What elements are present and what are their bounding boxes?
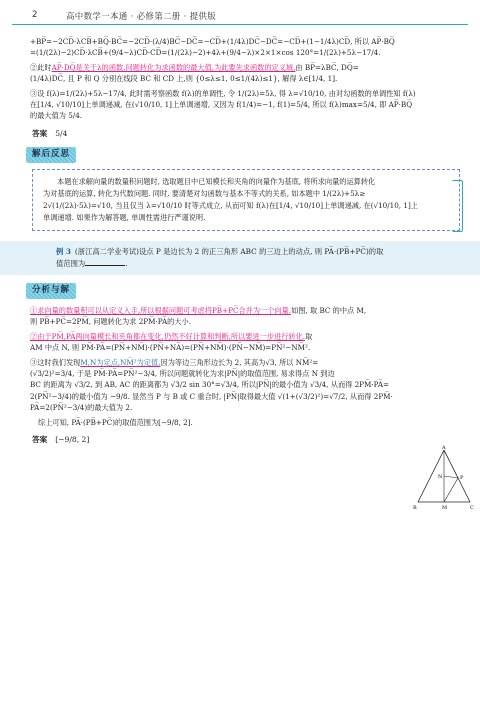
label-a: A [442, 445, 446, 451]
step2-lead: ②此时 [30, 62, 52, 72]
reflection-line-1: 本题在求解向量的数量积问题时, 选取题目中已知模长和夹角的向量作为基底, 将所求向量的运算转化 [57, 176, 376, 186]
label-n: N [438, 474, 443, 480]
solution-step-2 [30, 62, 462, 73]
analysis-p2-line-2: AM 中点 N, 则 PM̅·PA̅=(PN̅+NM̅)·(PN̅+NA̅)=(PN̅+NM̅)·(PN̅−NM̅)=PN̅²−NM̅². [30, 343, 311, 353]
solution-step-3-line-1: ③设 f(λ)=1/(2λ)+5λ−17/4, 此时需考察函数 f(λ)的单调性, 令 1/(2λ)=5λ, 得 λ=√10/10, 由对勾函数的单调性知 f(λ) [30, 88, 416, 98]
analysis-p3-tail: 因为等边三角形边长为 2, 其高为√3, 所以 NM̅²= [160, 357, 319, 367]
analysis-p3-line-2: (√3/2)²=3/4, 于是 PM̅·PA̅=PN̅²−3/4, 所以问题就转化为求|PN̅|的取值范围, 易求得点 N 到边 [30, 368, 335, 378]
answer-value: 5/4 [55, 128, 68, 138]
reflection-line-3: 2√(1/(2λ)·5λ)=√10, 当且仅当 λ=√10/10 时等式成立, 从而可知 f(λ)在[1/4, √10/10]上单调递减, 在(√10/10, 1]上 [43, 201, 418, 211]
analysis-p3-line-3: BC 的距离为 √3/2, 到 AB, AC 的距离都为 √3/2 sin 30°=√3/4, 所以|PN̅|的最小值为 √3/4, 从而得 2PM̅·PA̅= [30, 380, 390, 390]
solution-step-3-line-2: 在[1/4, √10/10]上单调递减, 在(√10/10, 1]上单调递增, 又因为 f(1/4)=−1, f(1)=5/4, 所以 f(λ)max=5/4, 即 AP̅·BQ̅ [30, 100, 413, 110]
label-c: C [470, 505, 474, 511]
answer-2 [32, 434, 462, 445]
step2-highlight: AP̅·DQ̅是关于λ的函数,问题转化为求函数的最大值,为此要先求函数的定义域, [51, 62, 296, 72]
analysis-tag: 分析与解 [26, 283, 76, 298]
answer-value: [−9/8, 2] [55, 434, 90, 444]
example-text: (浙江高二学业考试)设点 P 是边长为 2 的正三角形 ABC 的三边上的动点, 则 PA̅·(PB̅+PC̅)的取 [74, 247, 384, 257]
reflection-line-4: 单调递增. 如果作为解答题, 单调性需进行严谨说明. [43, 213, 206, 223]
analysis-p3-line-4: 2(PN̅²−3/4)的最小值为 −9/8. 显然当 P 与 B 或 C 重合时, |PN̅|取得最大值 √(1+(√3/2)²)=√7/2, 从而得 2PM̅· [30, 391, 393, 401]
analysis-p2 [30, 331, 408, 342]
answer-label: 答案 [32, 128, 48, 138]
label-b: B [413, 505, 417, 511]
analysis-p3 [30, 357, 400, 368]
analysis-p3-highlight: M,N为定点,NM̅²为定值, [80, 357, 161, 367]
solution-line-2: =(1/(2λ)−2)CD̅·λCB̅+(9/4−λ)CD̅·CD̅=(1/(2λ)−2)+4λ+(9/4−λ)×2×1×cos 120°=1/(2λ)+5λ−17/4. [30, 48, 381, 58]
box-bracket-decoration [452, 180, 463, 232]
reflection-box [32, 169, 460, 232]
page-content [30, 36, 462, 451]
label-p: P [460, 475, 464, 481]
solution-step-3-line-3: 的最大值为 5/4. [30, 111, 83, 121]
book-title: 高中数学一本通 · 必修第二册 · 提供版 [66, 12, 217, 22]
analysis-p1-tail: 如图, 取 BC 的中点 M, [291, 305, 367, 315]
analysis-p2-tail: 取 [305, 331, 313, 341]
example-line-1 [56, 246, 462, 258]
answer-1 [32, 128, 462, 139]
analysis-p1-line-2: 则 PB̅+PC̅=2PM̅, 问题转化为求 2PM̅·PA̅的大小. [30, 317, 191, 327]
triangle-figure [412, 444, 476, 514]
solution-step-2-line-2: (1/4λ)DC̅, 且 P 和 Q 分别在线段 BC 和 CD 上,则 {0≤λ≤1, 0≤1/(4λ)≤1}, 解得 λ∈[1/4, 1]. [30, 74, 338, 84]
reflection-tag: 解后反思 [26, 147, 76, 162]
analysis-p1-highlight: ①求向量的数量积可以从定义入手,所以根据问题可考虑将PB̅+PC̅合并为一个向量. [30, 305, 292, 315]
analysis-p2-highlight: ②由于PM̅,PA̅两向量模长和夹角都在变化,仍然不好计算和判断,所以要进一步进行转化. [30, 331, 306, 341]
example-line-2: 值范围为 . [56, 259, 128, 269]
page-number: 2 [32, 10, 38, 20]
analysis-body [30, 305, 462, 428]
answer-label: 答案 [32, 434, 48, 444]
previous-solution [30, 36, 462, 122]
analysis-p1 [30, 305, 462, 316]
label-m: M [442, 505, 448, 511]
answer-blank [85, 265, 125, 266]
analysis-p3-line-5: PA̅=2(PN̅²−3/4)的最大值为 2. [30, 403, 133, 413]
example-text-2: 值范围为 [56, 259, 86, 269]
analysis-p3-lead: ③这时我们发现 [30, 357, 81, 367]
example-3 [0, 241, 480, 275]
page-header [12, 8, 468, 25]
solution-line-1: +BP̅=−2CD̅·λCB̅+BQ̅·BC̅=−2CD̅·(λ/4)BC̅−DC̅=−CD̅+(1/4λ)DC̅−DC̅=−CD̅+(1−1/4λ)CD̅, 所以 AP̅·BQ̅ [30, 37, 395, 46]
analysis-conclusion: 综上可知, PA̅·(PB̅+PC̅)的取值范围为[−9/8, 2]. [38, 417, 193, 427]
example-label: 例 3 [56, 247, 71, 257]
step2-tail: 由 BP̅=λBC̅, DQ̅= [295, 62, 359, 72]
reflection-line-2: 为对基底的运算, 转化为代数问题. 同时, 要清楚对勾函数与基本不等式的关系, 如本题中 1/(2λ)+5λ≥ [43, 188, 366, 198]
